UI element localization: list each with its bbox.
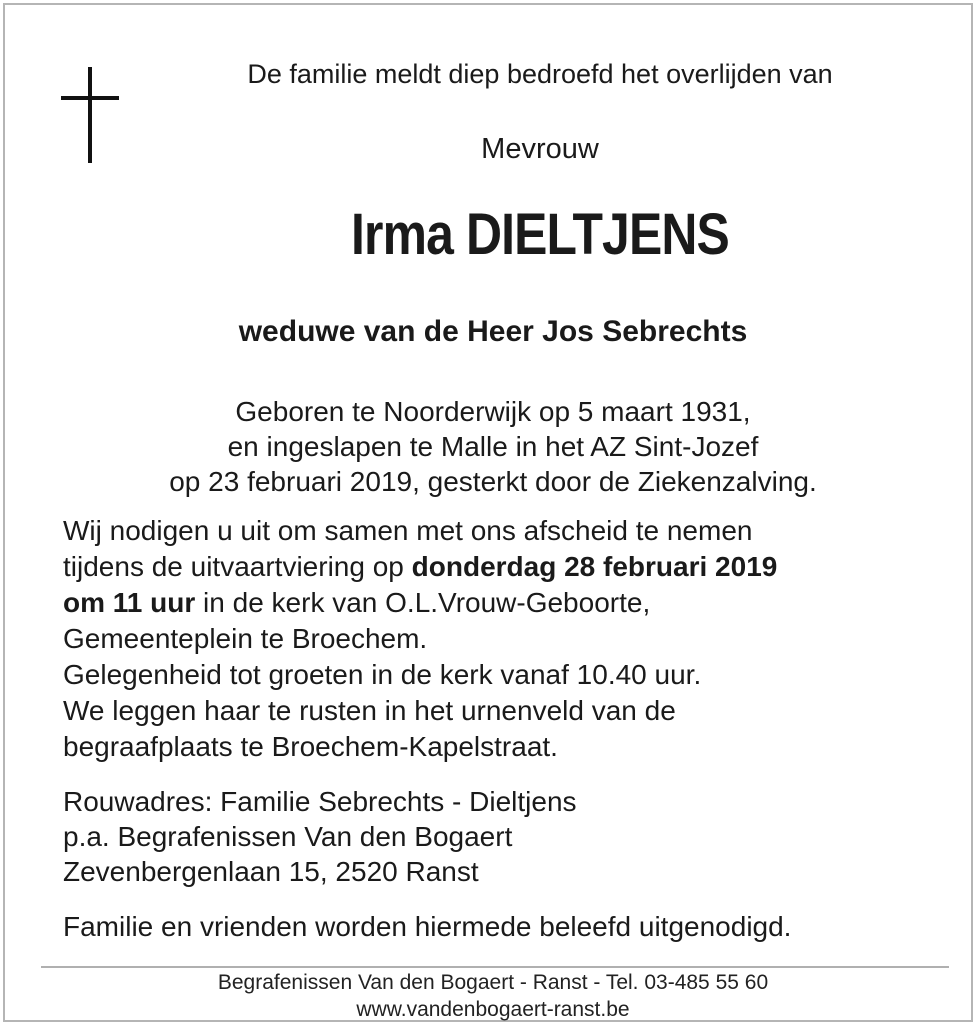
service-time: om 11 uur [63,587,196,618]
address-line: Rouwadres: Familie Sebrechts - Dieltjens [63,786,577,817]
invitation-line: We leggen haar te rusten in het urnenveld van de [63,695,676,726]
obituary-card [3,3,973,1022]
closing-text: Familie en vrienden worden hiermede beleefd uitgenodigd. [63,911,792,942]
footer-website[interactable]: www.vandenbogaert-ranst.be [356,998,630,1021]
invitation-line: tijdens de uitvaartviering op donderdag 28 februari 2019 [63,551,778,582]
footer-divider [41,966,949,968]
birth-line: Geboren te Noorderwijk op 5 maart 1931, [235,396,751,427]
deceased-name: Irma DIELTJENS [351,202,729,267]
passing-line: en ingeslapen te Malle in het AZ Sint-Jozef [227,431,759,462]
date-line: op 23 februari 2019, gesterkt door de Ziekenzalving. [169,466,817,497]
relation-line: weduwe van de Heer Jos Sebrechts [238,315,748,348]
salutation: Mevrouw [481,133,599,165]
mourning-address [63,784,943,889]
invitation-line: Gemeenteplein te Broechem. [63,623,428,654]
invitation-line: om 11 uur in de kerk van O.L.Vrouw-Geboorte, [63,587,651,618]
invitation-block [63,513,943,765]
footer [5,969,980,1023]
address-line: p.a. Begrafenissen Van den Bogaert [63,821,513,852]
service-date: donderdag 28 februari 2019 [411,551,778,582]
address-line: Zevenbergenlaan 15, 2520 Ranst [63,856,479,887]
birth-death-block [5,394,980,499]
invitation-line: Wij nodigen u uit om samen met ons afscheid te nemen [63,515,753,546]
invitation-line: begraafplaats te Broechem-Kapelstraat. [63,731,558,762]
invitation-line: Gelegenheid tot groeten in de kerk vanaf 10.40 uur. [63,659,702,690]
footer-company: Begrafenissen Van den Bogaert - Ranst - Tel. 03-485 55 60 [217,971,769,994]
announcement-text: De familie meldt diep bedroefd het overlijden van [247,59,833,89]
